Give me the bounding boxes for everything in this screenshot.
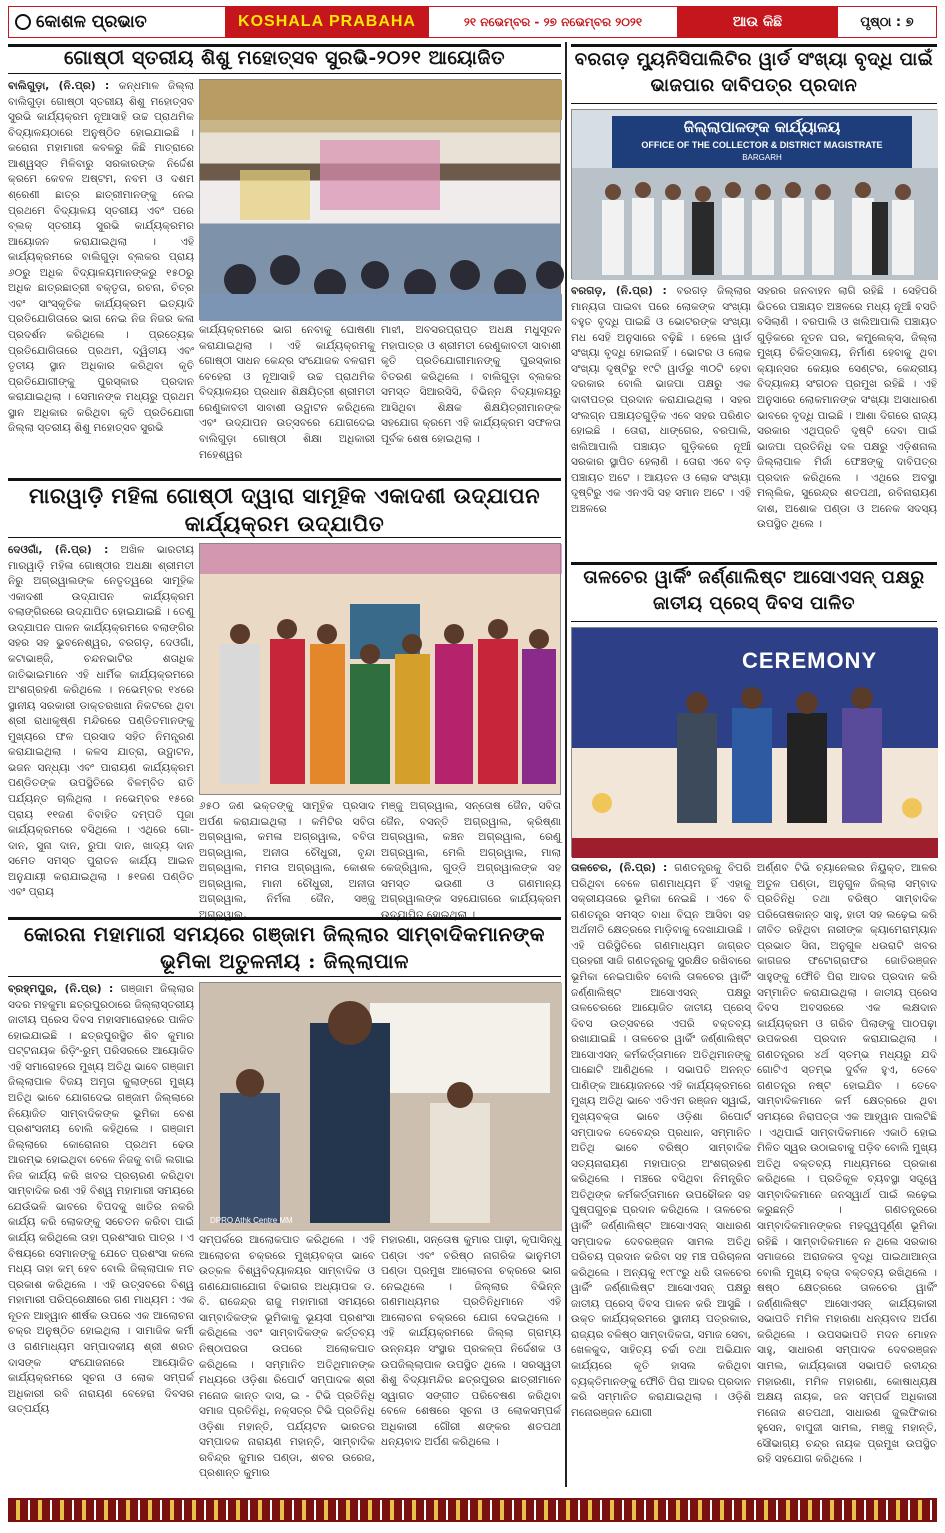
article-body-text: ଗଞ୍ଜାମ ଜିଲ୍ଲାର ସଦର ମହକୁମା ଛତ୍ରପୁରଠାରେ ଜିଲ୍ଲାସ୍ତରୀୟ ଜାତୀୟ ପ୍ରେସ ଦିବସ ମହାସମାରୋହରେ ପାଳିତ ହୋଇଯାଇଛି । ଛତ୍ରପୁରସ୍ଥିତ ଶିବ କୁମାର ପଟ୍ଟନାୟକ ରିଡ଼ିଂ-ରୁମ୍ ପରିସରରେ ଆୟୋଜିତ ଏହି ସମାରୋହରେ ମୁଖ୍ୟ ଅତିଥି ଭାବେ ଗଞ୍ଜାମ ଜିଲ୍ଲାପାଳ ବିଜୟ ଅମୃତା କୁଲାଙ୍ଗେ ମୁଖ୍ୟ ଅତିଥି ଭାବେ ଯୋଗଦେଇ ଗଞ୍ଜାମ ଜିଲ୍ଲାରେ ନିୟୋଜିତ ସାମ୍ବାଦିକଙ୍କ ଭୂମିକା ବେଶ ପ୍ରଶଂସନୀୟ ବୋଲି କହିଥିଲେ । ଗଞ୍ଜାମ ଜିଲ୍ଲାରେ କୋରୋନାର ପ୍ରଥମ ଢେଉ ଆରମ୍ଭ ହୋଇଥିବା ବେଳେ ନିଜକୁ ବାଜି ଲଗାଇ ନିଜ କାର୍ଯ୍ୟ କରି ଖବର ପ୍ରଚାରଣ କରିଥିବା ସାମ୍ବାଦିକ ରଣ ଏହି ବିଶ୍ୱ ମହାମାରୀ ସମୟରେ ଯେଉଁଭଳି ଭାବରେ ବିପଦକୁ ଖାତିର ନକରି କାର୍ଯ୍ୟ କରି ଲୋକଙ୍କୁ ସଚେତନ କରିବା ପାଇଁ କାର୍ଯ୍ୟ କରିଥିଲେ ତାହା ପ୍ରଶଂସାର ପାତ୍ର । ଏ ବିଷୟରେ ସେମାନଙ୍କୁ ଯେତେ ପ୍ରଶଂସା କଲେ ମଧ୍ୟ ତାହା କମ୍ ହେବ ବୋଲି ଜିଲ୍ଲାପାଳ ମତ ପ୍ରକାଶ କରିଥିଲେ । ଏହି ଉତ୍ସବରେ ବିଶ୍ୱ ମହାମାରୀ ପରିପ୍ରେକ୍ଷୀରେ ଗଣ ମାଧ୍ୟମ : ଏକ ନୂତନ ଆହ୍ୱାନ ଶୀର୍ଷକ ଉପରେ ଏକ ଆଲୋଚନା ଚକ୍ର ଅନୁଷ୍ଠିତ ହୋଇଥିଲା । ସାମାଜିକ କର୍ମୀ ଓ ଗଣମାଧ୍ୟମ ସମ୍ପାଦକୀୟ ଶ୍ରୀ ଶରତ ଦାସଙ୍କ ସଂଯୋଜନାରେ ଆୟୋଜିତ କାର୍ଯ୍ୟକ୍ରମରେ ସୂଚନା ଓ ଲୋକ ସମ୍ପର୍କ ଅଧିକାରୀ ରବି ନାରାୟଣ ବେହେରା ଦିବସର ତାତ୍ପର୍ଯ୍ୟ [8,983,194,1416]
event-banner-text: CEREMONY [742,648,878,673]
article-photo-press-day-ganjam [199,982,561,1230]
article-body-column [8,982,194,1494]
article-dateline: ବ୍ରହ୍ମପୁର, (ନି.ପ୍ର) : [8,983,121,995]
article-dateline: ବରଗଡ଼, (ନି.ପ୍ର) : [571,285,677,297]
article-body-text: ସମ୍ପର୍କରେ ଆଲୋକପାତ କରିଥିଲେ । ଏହି ଆଲୋଚନା ଚକ୍ରରେ ମୁଖ୍ୟବକ୍ତା ଭାବେ ଉତ୍କଳ ବିଶ୍ୱବିଦ୍ୟାଳୟର ସାମ୍ବାଦିକ ଓ ଗଣଯୋଗାଯୋଗ ବିଭାଗର ଅଧ୍ୟାପକ ଡ. ବି. ରାଜେନ୍ଦ୍ର ରାଜୁ ମହାମାରୀ ସମୟରେ ସାମ୍ବାଦିକଙ୍କ ଭୂମିକାକୁ ଭୂୟସୀ ପ୍ରଶଂସା କରିଥିଲେ ଏବଂ ସାମ୍ବାଦିକଙ୍କ କର୍ତ୍ତବ୍ୟ ନିଷ୍ଠାପରତା ଉପରେ ଅଲୋକପାତ କରିଥିଲେ । ସମ୍ମାନିତ ଅତିଥିମାନଙ୍କ ମଧ୍ୟରେ ଓଡ଼ିଶା ରିପୋର୍ଟ ସମ୍ପାଦକ ଶ୍ରୀ ମନୋଜ କାନ୍ତ ଦାସ, ଇ - ଟିଭି ପ୍ରତିନିଧି ସମାଜ ପ୍ରତିନିଧି, ନକ୍ସତ୍ର ଟିଭି ପ୍ରତିନିଧି ଓଡ଼ିଶା ମହାନ୍ତି, ପର୍ଯ୍ୟଟନ ଭାରତର ସମ୍ପାଦକ ନାରାୟଣ ମହାନ୍ତି, ସାମ୍ବାଦିକ ରବିନ୍ଦ୍ର କୁମାର ପଣ୍ଡା, ଶବର ଉରେଜ, ପ୍ରଶାନ୍ତ କୁମାର [199,1234,375,1480]
article-headline: ବରଗଡ଼ ମ୍ୟୁନିସିପାଲିଟିର ୱାର୍ଡ ସଂଖ୍ୟା ବୃଦ୍ଧି ପାଇଁ ଭାଜପାର ଦାବିପତ୍ର ପ୍ରଦାନ [574,49,934,97]
article-body-text: ଗଣତନ୍ତ୍ରକୁ ବିପରି ପରିଥିବା ବେଳେ ଗଣମାଧ୍ୟମ ହିଁ ଏହାକୁ ସକ୍ରୀୟତାରେ ଭୂମିକା ନେଇଛି । ଏବେ ବି ଗଣତନ୍ତ୍ର ସମସ୍ତ ବାଧା ବିଘ୍ନ ଆସିବା ସହ ଅର୍ଥନୀତି କ୍ଷେତ୍ରରେ ମାଡ଼ିବାକୁ ଦେଖାଯାଉଛି । ଏହି ପରିସ୍ଥିତିରେ ଗଣମାଧ୍ୟମ ଜାଗ୍ରତ ପ୍ରହରୀ ସାଜି ଗଣତନ୍ତ୍ରକୁ ସୁରକ୍ଷିତ ରଖିବାରେ ଭୂମିକା ନେଇପାରିବ ବୋଲି ତାଳଚେର ୱାର୍କିଂ ଜର୍ଣ୍ଣାଲିଷ୍ଟ ଆସୋଏସନ୍ ପକ୍ଷରୁ ତାଳଚେରରେ ଆୟୋଜିତ ଜାତୀୟ ପ୍ରେସ୍ ଦିବସ ଉତ୍ସବରେ ଏପରି ବକ୍ତବ୍ୟ ରଖାଯାଇଛି । ତାଳଚେର ୱାର୍କିଂ ଜର୍ଣ୍ଣାଲିଷ୍ଟ ଆସୋଏସନ୍ କର୍ମକର୍ତ୍ତାମାନେ ଅତିଥିମାନଙ୍କୁ ପାଛୋଟି ଆଣିଥିଲେ । ସଭାପତି ଅନନ୍ତ ପାଣିଙ୍କ ଆୟୋଜନରେ ଏହି କାର୍ଯ୍ୟକ୍ରମରେ ମୁଖ୍ୟ ଅତିଥି ଭାବେ ଏଡିଏମ ରଞ୍ଜନ ସ୍ୱାଇଁ, ମୁଖ୍ୟବକ୍ତା ଭାବେ ଓଡ଼ିଶା ରିପୋର୍ଟ ସମ୍ପାଦକ ଦେବେନ୍ଦ୍ର ପ୍ରଧାନ, ସମ୍ମାନିତ ଅତିଥି ଭାବେ ବରିଷ୍ଠ ସାମ୍ବାଦିକ ସତ୍ୟନାରାୟଣ ମହାପାତ୍ର ଅଂଶଗ୍ରହଣ କରିଥିଲେ । ମଞ୍ଚରେ ବସିଥିବା ନିମନ୍ତ୍ରିତ ଅତିଥିଙ୍କ କର୍ମକର୍ତ୍ତାମାନେ ଉପଢୌକନ ସହ ପୁଷ୍ପଗୁଚ୍ଛ ପ୍ରଦାନ କରିଥିଲେ । ତାଳଚେର ୱାର୍କିଂ ଜର୍ଣ୍ଣାଲିଷ୍ଟ ଆସୋଏସନ୍ ସାଧାରଣ ସମ୍ପାଦକ ଦେବରଞ୍ଜନ ସାମଲ ଅତିଥି ପରିଚୟ ପ୍ରଦାନ କରିବା ସହ ମଞ୍ଚ ପରିଚାଳନା କରିଥିଲେ । ଅନ୍ୟକୁ ୧୯୮୯ରୁ ଧରି ତାଳଚେର ୱାର୍କିଂ ଜର୍ଣ୍ଣାଲିଷ୍ଟ ଆସୋଏସନ୍ ପକ୍ଷରୁ ଜାତୀୟ ପ୍ରେସ୍ ଦିବସ ପାଳନ କରି ଆସୁଛି । ଉକ୍ତ କାର୍ଯ୍ୟକ୍ରମରେ ସ୍ଥାନୀୟ ପତ୍ରକାର, ରାଜ୍ୟର ବଳିଷ୍ଠ ସାମ୍ବାଦିକତା, ସମାଜ ସେବା, ଖେଳକୁଦ, ସାହିତ୍ୟ ଚର୍ଚ୍ଚା ତଥା ଅଭିଯାନ କାର୍ଯ୍ୟରେ କୃତି ହାସଲ କରିଥିବା ବ୍ୟକ୍ତିମାନଙ୍କୁ ଫୌଚି ପିରା ଆଦର ପ୍ରଦାନ କରି ସମ୍ମାନିତ କରାଯାଇଥିଲା । ଓଡ଼ିଶି ମନୋରଞ୍ଜନ ଯୋଗୀ [571,862,751,1419]
english-title: KOSHALA PRABAHA [227,7,427,37]
office-sign-odia: ଜିଲ୍ଲାପାଳଙ୍କ କାର୍ଯ୍ୟାଳୟ [683,118,841,136]
photo-credit: DPRO Athk Centre MM [210,1216,293,1225]
article-headline: ଗୋଷ୍ଠୀ ସ୍ତରୀୟ ଶିଶୁ ମହୋତ୍ସବ ସୁରଭି-୨୦୨୧ ଆୟୋଜିତ [63,47,506,69]
article-body-column [8,543,194,913]
article-body-text: କାର୍ଯ୍ୟକ୍ରମରେ ଭାଗ ନେବାକୁ ଘୋଷଣା କରାଯାଇଥିଲା । ଏହି କାର୍ଯ୍ୟକ୍ରମକୁ ଗୋଷ୍ଠୀ ସାଧନ କେନ୍ଦ୍ର ସଂଯୋଜକ ବଳରାମ ବେହେରା ଓ ନୂଆସାହି ଉଚ୍ଚ ପ୍ରାଥମିକ ବିଦ୍ୟାଳୟର ପ୍ରଧାନ ଶିକ୍ଷୟିତ୍ରୀ ଶ୍ରୀମତୀ ରେଣୁକାବତୀ ସାବାଶୀ ଉଦ୍ଘାଟନ କରିଥିଲେ ଏବଂ ଉଦ୍ଯାପନ ଉତ୍ସବରେ ଯୋଗଦେଇ ବାଲିଗୁଡ଼ା ଗୋଷ୍ଠୀ ଶିକ୍ଷା ଅଧିକାରୀ ମହେଶ୍ୱର [199,324,375,461]
article-dateline: ବାଲିଗୁଡ଼ା, (ନି.ପ୍ର) : [8,80,119,92]
article-body-column [757,861,937,1494]
article-body-text: କନ୍ଧମାଳ ଜିଲ୍ଲା ବାଲିଗୁଡ଼ା ଗୋଷ୍ଠୀ ସ୍ତରୀୟ ଶିଶୁ ମହୋତ୍ସବ ସୁରଭି କାର୍ଯ୍ୟକ୍ରମ ନୂଆସାହି ଉଚ୍ଚ ପ୍ରାଥମିକ ବିଦ୍ୟାଳୟଠାରେ ଅନୁଷ୍ଠିତ ହୋଇଯାଇଛି । କରୋନା ମହାମାରୀ କବଳରୁ କିଛି ମାତ୍ରାରେ ଆଶ୍ୱସ୍ତ ମିଳିବାରୁ ସରକାରଙ୍କ ନିର୍ଦ୍ଦେଶ କ୍ରମେ କେବଳ ଅଷ୍ଟମ, ନବମ ଓ ଦଶମ ଶ୍ରେଣୀ ଛାତ୍ର ଛାତ୍ରୀମାନଙ୍କୁ ନେଇ ପ୍ରଥମେ ବିଦ୍ୟାଳୟ ସ୍ତରୀୟ ଏବଂ ପରେ ବ୍ଲକ୍ ସ୍ତରୀୟ ସୁରଭି କାର୍ଯ୍ୟକ୍ରମର ଆୟୋଜନ କରାଯାଇଥିଲା । ଏହି କାର୍ଯ୍ୟକ୍ରମରେ ବାଲିଗୁଡ଼ା ବ୍ଲକର ପ୍ରାୟ ୬୦ରୁ ଅଧିକ ବିଦ୍ୟାଳୟମାନଙ୍କରୁ ୧୫୦ରୁ ଅଧିକ ଛାତ୍ରଛାତ୍ରୀ ବକ୍ତୃତା, ରଚନା, ଚିତ୍ର ଏବଂ ସାଂସ୍କୃତିକ କାର୍ଯ୍ୟକ୍ରମ ଇତ୍ୟାଦି ପ୍ରତିଯୋଗିତାରେ ଭାଗ ନେଇ ନିଜ ନିଜର କଳା ପ୍ରଦର୍ଶନ କରିଥିଲେ । ପ୍ରତ୍ୟେକ ପ୍ରତିଯୋଗିତାରେ ପ୍ରଥମ, ଦ୍ୱିତୀୟ ଏବଂ ତୃତୀୟ ସ୍ଥାନ ଅଧିକାର କରିଥିବା କୃତି ପ୍ରତିଯୋଗୀଙ୍କୁ ପୁରସ୍କାର ପ୍ରଦାନ କରାଯାଇଥିଲା । ସେମାନଙ୍କ ମଧ୍ୟରୁ ପ୍ରଥମ ସ୍ଥାନ ଅଧିକାର କରିଥିବା କୃତି ପ୍ରତିଯୋଗୀ ଜିଲ୍ଲା ସ୍ତରୀୟ ଶିଶୁ ମହୋତ୍ସବ ସୁରଭି [8,80,194,435]
article-headline: କୋରନା ମହାମାରୀ ସମୟରେ ଗଞ୍ଜାମ ଜିଲ୍ଲାର ସାମ୍ବାଦିକମାନଙ୍କ ଭୂମିକା ଅତୁଳନୀୟ : ଜିଲ୍ଲାପାଳ [23,922,546,973]
article-body-column [381,799,561,921]
article-body-text: ମହାରଣା, ସନ୍ତୋଷ କୁମାର ପାଢ଼ୀ, କୃପାସିନ୍ଧୁ ପଣ୍ଡା ଏବଂ ବରିଷ୍ଠ ନାଗରିକ ଭାନୁମତୀ ପଣ୍ଡା ପ୍ରମୁଖ ଆଲୋଚନା ଚକ୍ରରେ ଭାଗ ନେଇଥିଲେ । ଜିଲ୍ଲାର ବିଭିନ୍ନ ଗଣମାଧ୍ୟମର ପ୍ରତିନିଧିମାନେ ଏହି ଆଲୋଚନା ଚକ୍ରରେ ଯୋଗ ଦେଇଥିଲେ । ଏହି କାର୍ଯ୍ୟକ୍ରମରେ ଜିଲ୍ଲା ଗ୍ରାମ୍ୟ ଉନ୍ନୟନ ସଂସ୍ଥାର ପ୍ରକଳ୍ପ ନିର୍ଦ୍ଦେଶକ ଓ ଉପଜିଲ୍ଲାପାଳ ଉପସ୍ଥିତ ଥିଲେ । ସରସ୍ୱତୀ ଶିଶୁ ବିଦ୍ୟାମନ୍ଦିର ଛତ୍ରପୁରର ଛାତ୍ରୀମାନେ ସ୍ୱାଗତ ସଙ୍ଗୀତ ପରିବେଷଣ କରିଥିବା ବେଳେ ଶେଷରେ ସୂଚନା ଓ ଲୋକସମ୍ପର୍କ ଅଧିକାରୀ ଗୌରୀ ଶଙ୍କର ଶତପଥୀ ଧନ୍ୟବାଦ ଅର୍ପଣ କରିଥିଲେ । [381,1234,561,1449]
article-body-text: ସହରର ଜନବାହନ ଲାଗି ରହିଛି । ସେହିପରି ଭିତରେ ପଞ୍ଚାୟତ ଅଞ୍ଚଳରେ ମଧ୍ୟ ନୂଆଁ ବସତି ବସିଲାଣି । ବରପାଲି ଓ ଖଲିଆପାଲି ପଞ୍ଚାୟତ ଗୁଡ଼ିକରେ ନୂତନ ଘର, କମ୍ପ୍ଲେକ୍ସ, ଜିଲ୍ଲା ମୁଖ୍ୟ ଚିକିତ୍ସାଳୟ, ନିର୍ମାଣ ହେବାକୁ ଥିବା କ୍ୟାନ୍ସର କେୟାର ସେଣ୍ଟର, କେନ୍ଦ୍ରୀୟ ବିଦ୍ୟାଳୟ ସଂଗଠନ ପ୍ରମୁଖ ରହିଛି । ଏହି ଅନୁସାରେ ଲୋକମାନଙ୍କ ସଂଖ୍ୟା ଅସାଧାରଣ ଭାବରେ ବୃଦ୍ଧି ପାଇଛି । ଆଶା ଦିଗରେ ରାଜ୍ୟ ସରକାର ଏଥିପ୍ରତି ଦୃଷ୍ଟି ଦେବା ପାଇଁ ଭାଜପା ପ୍ରତିନିଧି ଦଳ ପକ୍ଷରୁ ଏଡ଼ିଶନାଲ ଜିଲ୍ଲାପାଳ ମିର୍ଜା ଫେଞ୍ଚଙ୍କୁ ଦାବିପତ୍ର ପ୍ରଦାନ କରିଥିଲେ । ଏଥିରେ ଅବସ୍ଥା ମଲ୍ଲିକ, ସୁରେନ୍ଦ୍ର ଶତପଥୀ, ରବିନାରାୟଣ ଦାଶ, ଅଶୋକ ପଣ୍ଡା ଓ ଅନେକ ସଦସ୍ୟ ଉପସ୍ଥିତ ଥିଲେ । [757,285,937,531]
article-headline: ମାରୱାଡ଼ି ମହିଳା ଗୋଷ୍ଠୀ ଦ୍ୱାରା ସାମୂହିକ ଏକାଦଶୀ ଉଦ୍‌ଯାପନ କାର୍ଯ୍ୟକ୍ରମ ଉଦ୍‌ଯାପିତ [28,483,541,537]
women-group-photo-illustration [200,544,562,796]
press-day-photo-illustration [200,983,562,1231]
article-body-column [199,1233,375,1494]
article-body-column [381,323,561,474]
article-body-text: ଅର୍ଣ୍ଣବ ଟିଭି ଚ୍ୟାନେଲର ନିୟୁକ୍ତ, ଆଳର ଅତୁଳ ପଣ୍ଡା, ଅନୁଗୁଳ ଜିଲ୍ଲା ସମ୍ବାଦ ପ୍ରତିନିଧି ତଥା ବରିଷ୍ଠ ସାମ୍ବାଦିକ ପରିତୋଷକାନ୍ତ ସାହୁ, ହାତୀ ସହ ଲଢ଼େଇ କରି ଜୀବିତ ରହିଥିବା ନାରୀଙ୍କ କ୍ୟାମେରାମ୍ୟାନ ପ୍ରଭାତ ସିନା, ଅନୁଗୁଳ ଧଉରାଟି ଖବର କାଗଜର ଫଟୋଗ୍ରାଫର ଜୋତିରଞ୍ଜନ ସାହୁଙ୍କୁ ଫୌଚି ପିରା ଆଦର ପ୍ରଦାନ କରି ସମ୍ମାନିତ କରାଯାଇଥିଲା । ଜାତୀୟ ପ୍ରେସ ଦିବସ ଅବସରରେ ଏକ ଲକ୍ଷଦାନ କାର୍ଯ୍ୟକ୍ରମ ଓ ଗରିବ ପିଲାଙ୍କୁ ପାଠପଢ଼ା ଉପକରଣ ପ୍ରଦାନ କରାଯାଇଥିଲା । ଗଣତନ୍ତ୍ରର ୪ର୍ଥ ସ୍ତମ୍ଭ ମଧ୍ୟରୁ ଯଦି ଗୋଟିଏ ସ୍ତମ୍ଭ ଦୁର୍ବଳ ହୁଏ, ତେବେ ଗଣତନ୍ତ୍ର ନଷ୍ଟ ହୋଇଯିବ । ତେବେ ସାମ୍ବାଦିକମାନେ କର୍ମ କ୍ଷେତ୍ରରେ ଥିବା ସମୟରେ ନିରାପତ୍ତା ଏକ ଆହ୍ୱାନ ପାଲଟିଛି । ଏଥିପାଇଁ ସାମ୍ବାଦିକମାନେ ଏକାଠି ହୋଇ ମିଳିତ ସ୍ୱର ଉଠାଇବାକୁ ପଡ଼ିବ ବୋଲି ମୁଖ୍ୟ ଅତିଥି ବକ୍ତବ୍ୟ ମାଧ୍ୟମରେ ପ୍ରକାଶ କରିଥିଲେ । ପ୍ରତିକୂଳ ବ୍ୟବସ୍ଥା ସତ୍ତ୍ୱେ ସାମ୍ବାଦିକମାନେ ଜନସ୍ୱାର୍ଥ ପାଇଁ ଲଢ଼େଇ କରୁଛନ୍ତି । ଗଣତନ୍ତ୍ରରେ ସାମ୍ବାଦିକମାନଙ୍କର ମହତ୍ତ୍ୱପୂର୍ଣ୍ଣ ଭୂମିକା ରହିଛି । ସାମ୍ବାଦିକମାନେ ନ ଥିଲେ ସରକାର ସମାଜରେ ଅରାଜକତା ବୃଦ୍ଧି ପାଇଥାଆନ୍ତା ବୋଲି ମୁଖ୍ୟ ବକ୍ତା ବକ୍ତବ୍ୟ ରଖିଥିଲେ । ଷଷ୍ଠ କ୍ଷେତ୍ରରେ ତାଳଚେର ୱାର୍କିଂ ଜର୍ଣ୍ଣାଲିଷ୍ଟ ଆସୋଏସନ୍ କାର୍ଯ୍ୟକାରୀ ସଭାପତି ମମିଳ ମହାରଣା ଧନ୍ୟବାଦ ଅର୍ପଣ କରିଥିଲେ । ଉପସଭାପତି ମଦନ ମୋହନ ସାହୁ, ସାଧାରଣ ସମ୍ପାଦକ ଦେବରଞ୍ଜନ ସାମଲ, କାର୍ଯ୍ୟକାରୀ ସଭାପତି ରବୀନ୍ଦ୍ର ମହାରଣା, ମମିଳ ମହାରଣା, କୋଷାଧ୍ୟକ୍ଷ ଅକ୍ଷୟ ନାୟକ, ଜନ ସମ୍ପର୍କ ଅଧିକାରୀ ମନୋଜ ଶତପଥୀ, ସାଧାରଣ ଜୁଲଫିକାର ହୁସେନ, ବାପୁଜୀ ସାମଲ, ମଞ୍ଜୁ ମହାନ୍ତି, ସୌଭାଗ୍ୟ ଚନ୍ଦ୍ର ନାୟକ ପ୍ରମୁଖ ଉପସ୍ଥିତ ରହି ସହଯୋଗ କରିଥିଲେ । [757,862,937,1466]
article-body-column [757,284,937,557]
article-dateline: ଦେଓଗାଁ, (ନି.ପ୍ର) : [8,544,121,556]
article-body-text: ମଞ୍ଜୁ ଅଗ୍ରୱାଲ, ସନ୍ତୋଷ ଜୈନ, ସବିତା ଜୈନ, ବସନ୍ତି ଅଗ୍ରୱାଲ, କ୍ରିଷ୍ଣା ଅଗ୍ରୱାଲ, କଞ୍ଚନ ଅଗ୍ରୱାଲ, ରେଣୁ ଅଗ୍ରୱାଲ, ମେଲି ଅଗ୍ରୱାଲ, ମାଲା କେଜ୍ରିୱାଲ, ଗୁଡ୍ଡି ଅଗ୍ରୱାଲଙ୍କ ସହ ସମସ୍ତ ଭଉଣୀ ଓ ଗଣମାନ୍ୟ ଅଗ୍ରୱାଲଙ୍କ ସହଯୋଗରେ କାର୍ଯ୍ୟକ୍ରମ ଉଦ୍ଯାପିତ ହୋଇଥିଲା । [381,800,561,921]
article-body-text: ଅଖିଳ ଭାରତୀୟ ମାରୱାଡ଼ି ମହିଳା ଗୋଷ୍ଠୀର ଅଧକ୍ଷା ଶ୍ରୀମତୀ ନିରୁ ଅଗ୍ରୱାଲଙ୍କ ନେତୃତ୍ୱରେ ସାମୂହିକ ଏକାଦଶୀ ଉଦ୍ଯାପନ କାର୍ଯ୍ୟକ୍ରମ ବଲାଙ୍ଗିରରେ ଉଦ୍ଯାପିତ ହୋଇଯାଇଛି । ତେଣୁ ଉଦ୍ଯାପନ ପାଳନ କାର୍ଯ୍ୟକ୍ରମରେ ବଲାଙ୍ଗିର ସହର ସହ ଭୁବନେଶ୍ୱର, ବରଗଡ଼, ଦେଓଗାଁ, କଟାଭାଞ୍ଜି, ଚନ୍ଦନଭାଟିର ଶତାଧିକ ଜାତିଭାଇମାନେ ଏହି ଧାର୍ମିକ କାର୍ଯ୍ୟକ୍ରମରେ ଅଂଶଗ୍ରହଣ କରିଥିଲେ । ନଭେମ୍ବର ୧୪ରେ ସ୍ଥାନୀୟ ସରକାରୀ ଡାକ୍ତରଖାନା ନିକଟରେ ଥିବା ଶ୍ରୀ ରାଧାକୃଷ୍ଣ ମନ୍ଦିରରେ ପଣ୍ଡିତମାନଙ୍କୁ ମୁଖ୍ୟରେ ଫଳ ପ୍ରସାଦ ସହିତ ନିମନ୍ତ୍ରଣ କରାଯାଇଥିଲା । କଳସ ଯାତ୍ରା, ଉଦ୍ଘାଟନ, ଭଜନ ସନ୍ଧ୍ୟା ଏବଂ ପାରାୟଣ କାର୍ଯ୍ୟକ୍ରମ ପଣ୍ଡିତଙ୍କ ଉପସ୍ଥିତିରେ ବିଳମ୍ବିତ ରାତି ପର୍ଯ୍ୟନ୍ତ ଚାଲିଥିଲା । ନଭେମ୍ବର ୧୫ରେ ପ୍ରାୟ ୧୧ଜଣ ବିବାହିତ ଦମ୍ପତି ପୂଜା କାର୍ଯ୍ୟକ୍ରମରେ ବସିଥିଲେ । ଏଥିରେ ଗୋ-ଦାନ, ସୁନା ଦାନ, ରୁପା ଦାନ, ଖାଦ୍ୟ ଦାନ ସମେତ ସମସ୍ତ ପୁରାତନ କାର୍ଯ୍ୟ ଆଇନ ଅନୁଯାୟୀ କରାଯାଇଥିଲା । ୫୧ଜଣ ପଣ୍ଡିତ ଏବଂ ପ୍ରାୟ [8,544,194,899]
masthead [8,6,937,38]
article-photo-school-festival [199,79,561,320]
article-body-column [8,79,194,474]
article-body-text: ବରଗଡ଼ ଜିଲ୍ଲାର ମାନ୍ୟତା ପାଇବା ପରେ ଲୋକଙ୍କ ସଂଖ୍ୟା ବହୁତ ବୃଦ୍ଧି ପାଇଛି ଓ ଭୋଟରଙ୍କ ସଂଖ୍ୟା ମଧ ସେହି ଅନୁସାରେ ବଢ଼ିଛି । ହେଲେ ୱାର୍ଡ ସଂଖ୍ୟା ବୃଦ୍ଧି ହୋଇନାହିଁ । ଭୋଟର ଓ ଲୋକ ସଂଖ୍ୟା ଦୃଷ୍ଟିରୁ ୧୯ଟି ୱାର୍ଡରୁ ୩୦ଟି ହେବା ଦରକାର ବୋଲି ଭାଜପା ପକ୍ଷରୁ ଏକ ଦାବୀପତ୍ର ପ୍ରଦାନ କରାଯାଇଥିଲା । ସହର ସଂଲଗ୍ନ ପଞ୍ଚାୟତଗୁଡ଼ିକ ଏବେ ସହର ପରିଣତ ହୋଇଛି । ତୋରା, ଧାଙ୍ଗେର, ବରପାଲି, ଖଲିଆପାଲି ପଞ୍ଚାୟତ ଗୁଡ଼ିକରେ ନୂଆଁ ସରକାର ସ୍ଥାପିତ ହେଲାଣି । ତୋରା ଏବେ ବଡ଼ ପଞ୍ଚାୟତ ଅଟେ । ଆୟତନ ଓ ଲୋକ ସଂଖ୍ୟା ଦୃଷ୍ଟିରୁ ଏକ ଏନଏସି ସହ ସମାନ ଅଟେ । ଏହି ଅଞ୍ଚଳରେ [571,285,751,515]
article-headline: ତାଳଚେର ୱାର୍କିଂ ଜର୍ଣ୍ଣାଲିଷ୍ଟ ଆସୋଏସନ୍ ପକ୍ଷରୁ ଜାତୀୟ ପ୍ରେସ୍ ଦିବସ ପାଳିତ [583,567,925,615]
article-dateline: ତାଳଚେର, (ନି.ପ୍ର) : [571,862,675,874]
decorative-page-border [8,1498,937,1522]
logo-text: କୋଶଳ ପ୍ରଭାତ [36,12,147,32]
office-sign-english: OFFICE OF THE COLLECTOR & DISTRICT MAGISTRATE [641,140,883,150]
article-photo-press-day-talcher [571,627,937,857]
office-sign-district: BARGARH [742,153,782,162]
page-number: ପୃଷ୍ଠା : ୭ [836,7,936,37]
article-body-text: ୬୫୦ ଜଣ ଭକ୍ତଙ୍କୁ ସାମୂହିକ ପ୍ରସାଦ ଅର୍ପଣ କରାଯାଇଥିଲା । କମିଟିର ସବିତା ଅଗ୍ରୱାଲ, କମଳା ଅଗ୍ରୱାଲ, ବବିତା ଅଗ୍ରୱାଲ, ଅନୀତା ଚୌଧୁରୀ, ବୃନ୍ଦା ଅଗ୍ରୱାଲ, ମମତା ଅଗ୍ରୱାଲ, କୋଶଳ ଅଗ୍ରୱାଲ, ମାନୀ ଚୌଧୁରୀ, ଅନୀତା ଅଗ୍ରୱାଲ, ନିର୍ମଳା ଜୈନ, ସଞ୍ଜୁ ଅଗ୍ରୱାଲ, [199,800,375,921]
school-festival-photo-illustration [200,80,562,321]
article-photo-collector-office [571,109,937,279]
newspaper-logo [9,7,227,37]
article-photo-women-group [199,543,561,795]
article-body-column [199,323,375,474]
logo-emblem-icon [15,14,31,30]
article-body-column [199,799,375,921]
issue-date-range: ୨୧ ନଭେମ୍ବର - ୨୭ ନଭେମ୍ବର ୨୦୨୧ [427,7,679,37]
section-label: ଆଉ କିଛି [679,7,836,37]
article-body-text: ମାଝୀ, ଅବସରପ୍ରାପ୍ତ ଅଧକ୍ଷ ମଧୁସୂଦନ ମହାପାତ୍ର ଓ ଶ୍ରୀମତୀ ରେଣୁକାବତୀ ସାବାଶୀ କୃତି ପ୍ରତିଯୋଗୀମାନଙ୍କୁ ପୁରସ୍କାର ବିତରଣ କରିଥିଲେ । ବାଲିଗୁଡ଼ା ବ୍ଲକର ସମସ୍ତ ସିଆରସିସି, ବିଭିନ୍ନ ବିଦ୍ୟାଳୟରୁ ଆସିଥିବା ଶିକ୍ଷକ ଶିକ୍ଷୟିତ୍ରୀମାନଙ୍କ ସହଯୋଗ କ୍ରମେ ଏହି କାର୍ଯ୍ୟକ୍ରମ ସଫଳତା ପୂର୍ବକ ଶେଷ ହୋଇଥିଲା । [381,324,561,445]
article-body-column [571,861,751,1494]
article-body-column [381,1233,561,1494]
column-divider [565,42,567,1487]
article-body-column [571,284,751,557]
